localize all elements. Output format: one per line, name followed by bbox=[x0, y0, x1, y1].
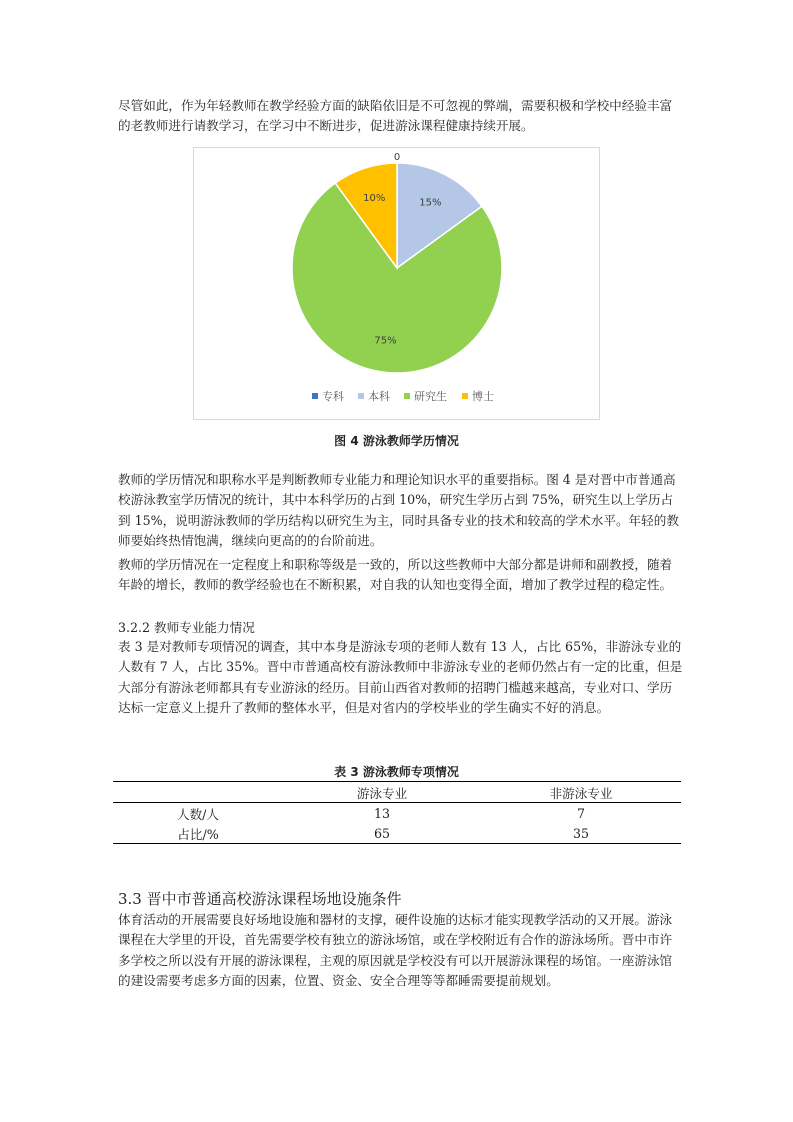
pie-chart-svg bbox=[194, 148, 599, 419]
legend-swatch-2 bbox=[404, 393, 410, 399]
table-row bbox=[113, 823, 681, 844]
legend-swatch-0 bbox=[312, 393, 318, 399]
table-cell: 人数/人 bbox=[176, 806, 220, 822]
table-cell: 65 bbox=[283, 823, 481, 844]
legend-label-1: 本科 bbox=[368, 390, 390, 403]
table-cell: 35 bbox=[481, 823, 681, 844]
pie-data-label-2: 75% bbox=[374, 335, 397, 347]
legend-label-3: 博士 bbox=[472, 390, 494, 403]
specialty-paragraph: 表 3 是对教师专项情况的调查，其中本身是游泳专项的老师人数有 13 人，占比 65%，非游泳专业的人数有 7 人，占比 35%。晋中市普通高校有游泳教师中非游泳专业的老师仍然占有一定的比重，但是大部分有游泳老师都具有专业游泳的经历。目前山西省对教师的招聘门槛越来越高，专业对口、学历达标一定意义上提升了教师的整体水平，但是对省内的学校毕业的学生确实不好的消息。 bbox=[118, 639, 683, 716]
table-header-cell: 游泳专业 bbox=[283, 782, 481, 803]
table-caption: 表 3 游泳教师专项情况 bbox=[334, 765, 459, 779]
legend-swatch-1 bbox=[358, 393, 364, 399]
section-heading-3-2-2: 3.2.2 教师专业能力情况 bbox=[118, 620, 255, 635]
pie-data-label-0: 0 bbox=[393, 152, 401, 163]
legend-swatch-3 bbox=[462, 393, 468, 399]
table-cell: 13 bbox=[373, 805, 391, 821]
table-header-cell bbox=[113, 782, 283, 803]
pie-data-label-3: 10% bbox=[363, 193, 386, 205]
legend-label-2: 研究生 bbox=[414, 390, 447, 403]
intro-paragraph: 尽管如此，作为年轻教师在教学经验方面的缺陷依旧是不可忽视的弊端，需要积极和学校中经验丰富的老教师进行请教学习，在学习中不断进步，促进游泳课程健康持续开展。 bbox=[118, 98, 673, 134]
table-cell: 占比/% bbox=[113, 823, 283, 844]
title-paragraph: 教师的学历情况在一定程度上和职称等级是一致的，所以这些教师中大部分都是讲师和副教授，随着年龄的增长，教师的教学经验也在不断积累，对自我的认知也变得全面，增加了教学过程的稳定性。 bbox=[118, 557, 673, 593]
table-row bbox=[113, 803, 681, 824]
table-cell: 7 bbox=[576, 805, 585, 821]
legend-label-0: 专科 bbox=[322, 390, 344, 403]
specialty-table bbox=[113, 781, 681, 844]
education-paragraph: 教师的学历情况和职称水平是判断教师专业能力和理论知识水平的重要指标。图 4 是对晋中市普通高校游泳教室学历情况的统计，其中本科学历的占到 10%，研究生学历占到 75%，研究生以上学历占到 15%，说明游泳教师的学历结构以研究生为主，同时具备专业的技术和较高的学术水平。年轻的教师要始终热情饱满，继续向更高的的台阶前进。 bbox=[118, 472, 679, 549]
table-header-cell: 非游泳专业 bbox=[481, 782, 681, 803]
education-pie-chart bbox=[193, 147, 600, 420]
table-header-row bbox=[113, 782, 681, 803]
pie-data-label-1: 15% bbox=[419, 197, 442, 209]
facilities-paragraph: 体育活动的开展需要良好场地设施和器材的支撑，硬件设施的达标才能实现教学活动的又开展。游泳课程在大学里的开设，首先需要学校有独立的游泳场馆，或在学校附近有合作的游泳场所。晋中市许多学校之所以没有开展的游泳课程，主观的原因就是学校没有可以开展游泳课程的场馆。一座游泳馆的建设需要考虑多方面的因素，位置、资金、安全合理等等都睡需要提前规划。 bbox=[118, 912, 673, 989]
figure-caption: 图 4 游泳教师学历情况 bbox=[334, 434, 459, 448]
section-heading-3-3: 3.3 晋中市普通高校游泳课程场地设施条件 bbox=[118, 890, 402, 908]
